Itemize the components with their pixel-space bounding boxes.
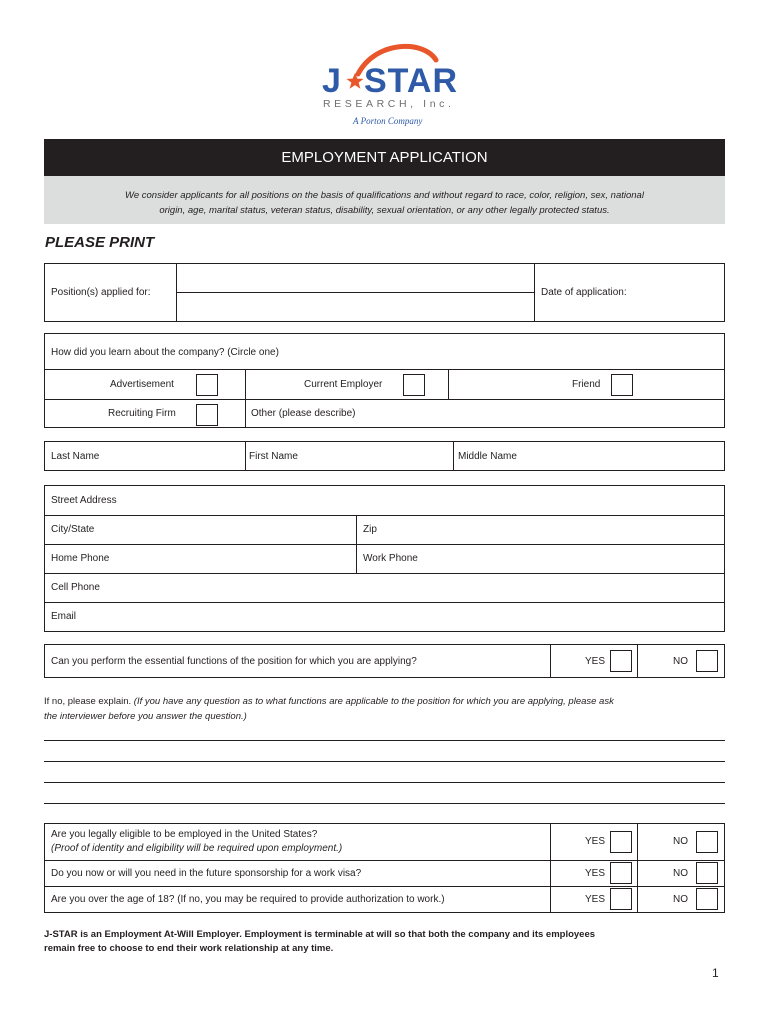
explain-line-3[interactable]	[44, 782, 725, 783]
eligible-no-label: NO	[673, 836, 688, 847]
city-state-input[interactable]	[110, 517, 353, 543]
eligible-yes-label: YES	[585, 836, 606, 847]
age-no-checkbox[interactable]	[696, 888, 718, 910]
age-yes-label: YES	[585, 894, 606, 905]
equal-opportunity-disclaimer	[44, 176, 725, 224]
explain-line-2[interactable]	[44, 761, 725, 762]
page-number: 1	[712, 966, 719, 980]
option-current-employer-label: Current Employer	[304, 379, 383, 390]
eligible-yes-checkbox[interactable]	[610, 831, 632, 853]
logo-tagline: A Porton Company	[353, 116, 423, 126]
date-input[interactable]	[540, 300, 720, 318]
eligibility-question: Are you legally eligible to be employed in the United States?	[51, 829, 318, 840]
sponsorship-no-checkbox[interactable]	[696, 862, 718, 884]
essential-yes-label: YES	[585, 656, 606, 667]
street-address-label: Street Address	[51, 495, 117, 506]
zip-label: Zip	[363, 524, 377, 535]
explain-instructions	[44, 694, 725, 724]
last-name-label: Last Name	[51, 451, 100, 462]
essential-no-checkbox[interactable]	[696, 650, 718, 672]
middle-name-input[interactable]	[526, 443, 722, 469]
eligibility-note: (Proof of identity and eligibility will be required upon employment.)	[51, 843, 343, 854]
age-no-label: NO	[673, 894, 688, 905]
sponsorship-question: Do you now or will you need in the future sponsorship for a work visa?	[51, 868, 362, 879]
position-input-1[interactable]	[178, 265, 532, 291]
option-current-employer-checkbox[interactable]	[403, 374, 425, 396]
cell-phone-label: Cell Phone	[51, 582, 100, 593]
other-describe-input[interactable]	[370, 402, 720, 424]
age-question: Are you over the age of 18? (If no, you may be required to provide authorization to work.)	[51, 894, 445, 905]
sponsorship-yes-label: YES	[585, 868, 606, 879]
sponsorship-no-label: NO	[673, 868, 688, 879]
logo-j: J	[322, 62, 342, 100]
position-input-2[interactable]	[178, 294, 532, 320]
explain-note: (If you have any question as to what functions are applicable to the position for which you are applying, please ask	[133, 696, 614, 707]
star-icon	[346, 72, 364, 90]
email-input[interactable]	[85, 604, 722, 630]
street-address-input[interactable]	[130, 487, 722, 513]
disclaimer-line-1: We consider applicants for all positions on the basis of qualifications and without regard to race, color, religion, sex, national	[125, 190, 644, 201]
essential-yes-checkbox[interactable]	[610, 650, 632, 672]
email-label: Email	[51, 611, 77, 622]
disclaimer-line-2: origin, age, marital status, veteran status, disability, sexual orientation, or any other legally protected status.	[159, 205, 610, 216]
option-recruiting-firm-label: Recruiting Firm	[108, 408, 176, 419]
option-recruiting-firm-checkbox[interactable]	[196, 404, 218, 426]
city-state-label: City/State	[51, 524, 95, 535]
at-will-statement	[44, 928, 734, 956]
logo-star: STAR	[364, 62, 459, 100]
middle-name-label: Middle Name	[458, 451, 517, 462]
first-name-label: First Name	[249, 451, 298, 462]
sponsorship-yes-checkbox[interactable]	[610, 862, 632, 884]
option-advertisement-label: Advertisement	[110, 379, 174, 390]
work-phone-label: Work Phone	[363, 553, 418, 564]
learn-question: How did you learn about the company? (Circle one)	[51, 347, 279, 358]
home-phone-input[interactable]	[120, 546, 353, 572]
first-name-input[interactable]	[308, 443, 450, 469]
essential-functions-question: Can you perform the essential functions of the position for which you are applying?	[51, 656, 417, 667]
explain-line-4[interactable]	[44, 803, 725, 804]
form-title: EMPLOYMENT APPLICATION	[44, 139, 725, 176]
explain-prompt: If no, please explain.	[44, 696, 134, 707]
company-logo	[318, 38, 468, 130]
home-phone-label: Home Phone	[51, 553, 110, 564]
option-friend-label: Friend	[572, 379, 601, 390]
date-label: Date of application:	[541, 287, 627, 298]
at-will-line-2: remain free to choose to end their work relationship at any time.	[44, 943, 334, 954]
at-will-line-1: J-STAR is an Employment At-Will Employer. Employment is terminable at will so that both the company and its employees	[44, 929, 596, 940]
eligible-no-checkbox[interactable]	[696, 831, 718, 853]
explain-note-cont: the interviewer before you answer the question.)	[44, 711, 247, 722]
option-advertisement-checkbox[interactable]	[196, 374, 218, 396]
zip-input[interactable]	[385, 517, 722, 543]
position-label: Position(s) applied for:	[51, 287, 151, 298]
please-print-heading: PLEASE PRINT	[45, 234, 155, 251]
explain-line-1[interactable]	[44, 740, 725, 741]
option-friend-checkbox[interactable]	[611, 374, 633, 396]
work-phone-input[interactable]	[428, 546, 722, 572]
option-other-label: Other (please describe)	[251, 408, 356, 419]
logo-subtitle: RESEARCH, Inc.	[323, 98, 455, 110]
last-name-input[interactable]	[110, 443, 242, 469]
cell-phone-input[interactable]	[110, 575, 722, 601]
essential-no-label: NO	[673, 656, 688, 667]
age-yes-checkbox[interactable]	[610, 888, 632, 910]
